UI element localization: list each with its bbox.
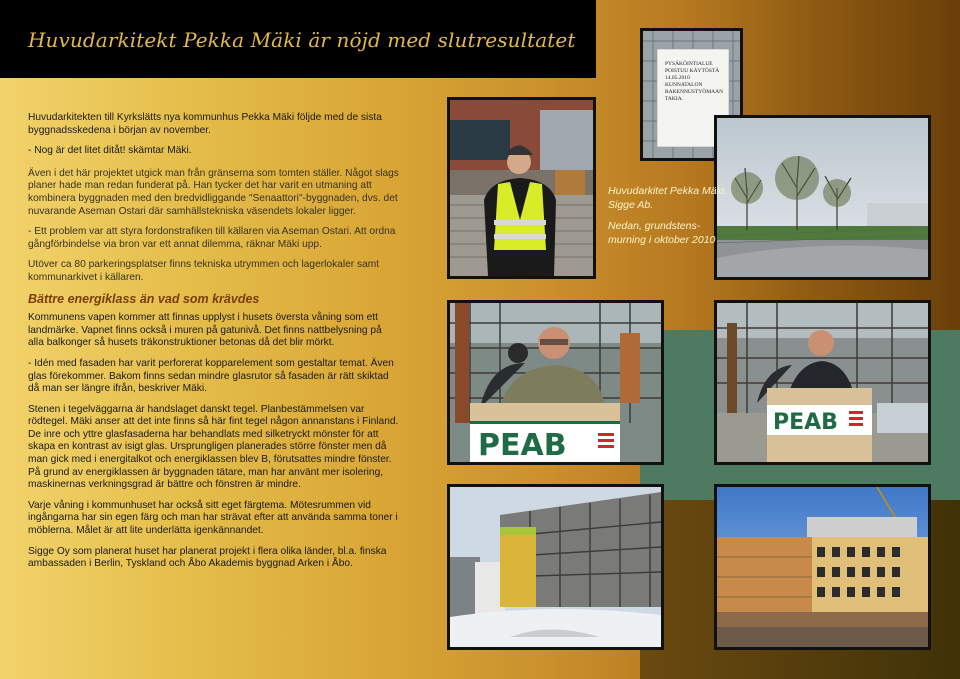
- sign-line: KUNNATALON: [665, 82, 703, 88]
- subheading: Bättre energiklass än vad som krävdes: [28, 291, 260, 306]
- page-title: Huvudarkitekt Pekka Mäki är nöjd med slutresultatet: [28, 28, 576, 52]
- paragraph: - Idén med fasaden har varit perforerat kopparelement som gestaltar temat. Även glas förekommer. Bakom finns sedan mindre glasrutor så fasaden är rätt skiktad då man ser längre ifrån, beskriver Mäki.: [28, 357, 394, 395]
- paragraph: Sigge Oy som planerat huset har planerat projekt i flera olika länder, bl.a. finska ambassaden i Berlin, Tyskland och Åbo Akademis byggnad Arken i Åbo.: [28, 545, 387, 570]
- paragraph: - Nog är det litet ditåt! skämtar Mäki.: [28, 145, 192, 157]
- peab-logo: PEAB: [478, 428, 567, 462]
- sign-line: POISTUU KÄYTÖSTÄ: [665, 68, 720, 74]
- sign-line: RAKENNUSTYÖMAAN: [665, 89, 724, 95]
- title-bar: [0, 0, 596, 78]
- paragraph: Utöver ca 80 parkeringsplatser finns tekniska utrymmen och lagerlokaler samt kommunarkivet i källaren.: [28, 259, 380, 283]
- sign-line: TAKIA.: [665, 96, 684, 102]
- photo-speaker-podium-2: [714, 300, 931, 465]
- sign-line: PYSÄKÖINTIALUE: [665, 61, 713, 67]
- photo-caption: [608, 185, 728, 255]
- caption-foundation: Nedan, grundstens-murning i oktober 2010: [608, 220, 716, 246]
- photo-site-exterior: [714, 115, 931, 280]
- paragraph: Huvudarkitekten till Kyrkslätts nya kommunhus Pekka Mäki följde med de sista byggnadsskedena i början av november.: [28, 112, 382, 136]
- photo-speaker-podium: [447, 300, 664, 465]
- caption-architect: Huvudarkitet Pekka Mäki, Sigge Ab.: [608, 185, 728, 211]
- article-body: [28, 112, 400, 579]
- paragraph: Stenen i tegelväggarna är handslaget danskt tegel. Planbestämmelsen var rödtegel. Mäki anser att det inte finns så här fint tegel någon annanstans i Finland. De inre och yttre glasfasaderna har behandlats med silketryckt mönster för att skapa en kontrast av isigt glas. Ursprungligen planerades större fönster men då man gick med i energitalkot och energiklassen blev B, förutsattes mindre fönster. På grund av energiklassen är byggnaden tätare, man har använt mer isolering, maskinernas verkningsgrad är bättre och fönstren är mindre.: [28, 403, 399, 491]
- photo-architect-portrait: [447, 97, 596, 279]
- photo-construction-frame: [447, 484, 664, 650]
- peab-logo: PEAB: [773, 410, 838, 435]
- sign-line: 14.05.2010: [665, 75, 690, 81]
- paragraph: Även i det här projektet utgick man från gränserna som tomten ställer. Något slags planer hade man redan funderat på. Han tycker det har varit en utmaning att kombinera byggnaden med den bredvidliggande "Senaattori"-byggnaden, dvs. det nuvarande Aseman Ostari där samhällstekniska väsendets lokaler ligger.: [28, 167, 399, 217]
- paragraph: Kommunens vapen kommer att finnas upplyst i husets översta våning som ett landmärke. Vapnet finns också i muren på gatunivå. Det finns nattbelysning på alla balkonger så husets träkonstruktioner betonas då det blir mörkt.: [28, 312, 382, 349]
- paragraph: Varje våning i kommunhuset har också sitt eget färgtema. Mötesrummen vid ingångarna har sin egen färg och man har strävat efter att använda samma toner i möblerna. Målet är att lite underlätta igenkännandet.: [28, 499, 398, 537]
- paragraph: - Ett problem var att styra fordonstrafiken till källaren via Aseman Ostari. Att ordna gångförbindelse via bron var ett annat dilemma, räknar Mäki upp.: [28, 226, 396, 250]
- photo-construction-facade: [714, 484, 931, 650]
